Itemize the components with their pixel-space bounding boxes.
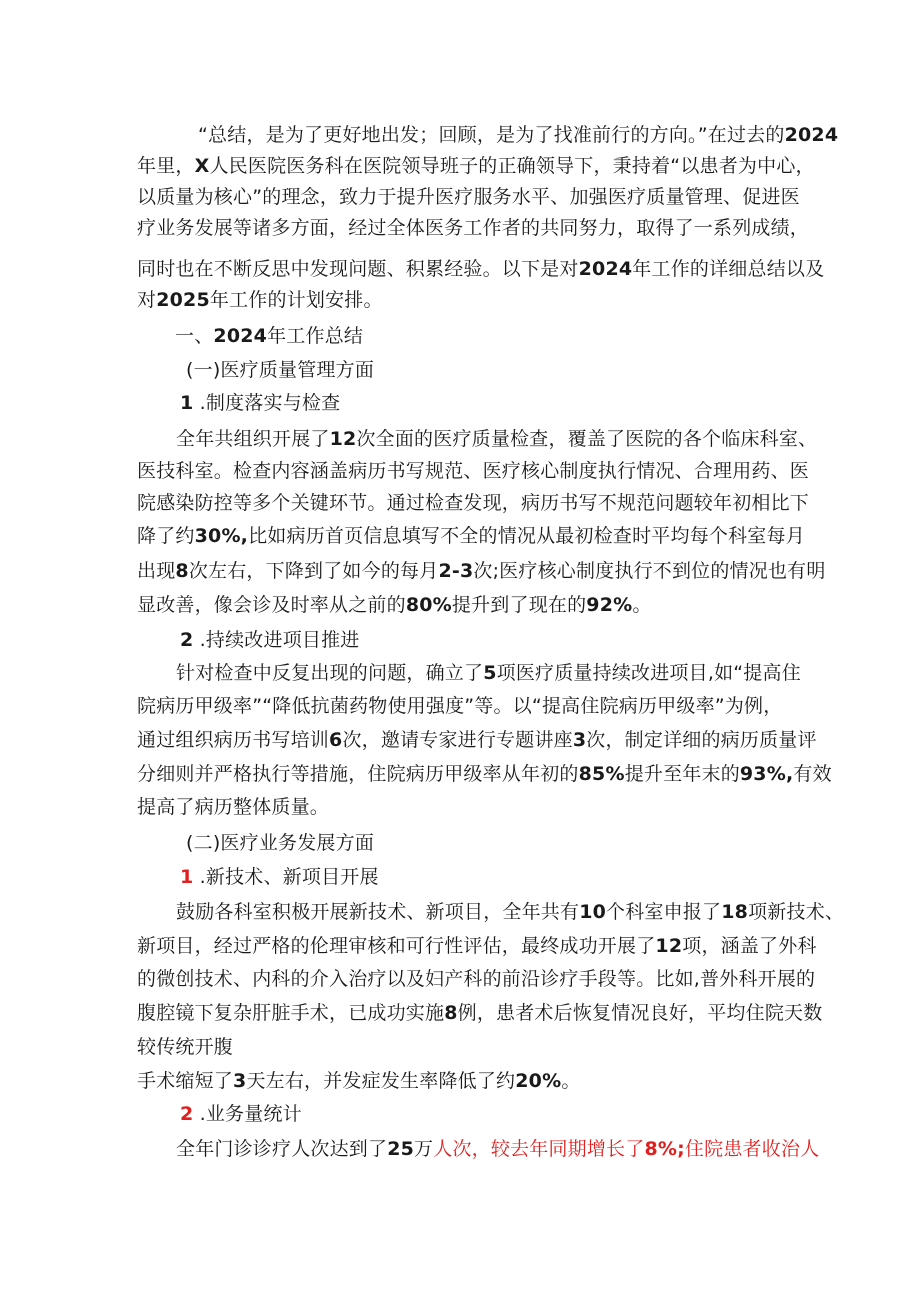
para-quality-line-2 xyxy=(137,458,809,484)
text-run: 针对检查中反复出现的问题，确立了 xyxy=(176,662,484,684)
para-improve-line-1 xyxy=(176,660,801,686)
text-run: 3 xyxy=(572,729,587,751)
text-run: 30%, xyxy=(194,525,249,547)
text-run: 腹腔镜下复杂肝脏手术，已成功实施 xyxy=(137,1002,445,1024)
heading-subsection-2 xyxy=(186,830,374,856)
text-run: “总结，是为了更好地出发；回顾，是为了找准前行的方向。”在过去的 xyxy=(198,124,785,146)
para-improve-line-5 xyxy=(137,794,329,820)
text-run: 项医疗质量持续改进项目,如“提高住 xyxy=(496,662,801,684)
text-run: 比如病历首页信息填写不全的情况从最初检查时平均每个科室每月 xyxy=(248,525,805,547)
text-run: X xyxy=(194,155,210,177)
text-run: 年工作总结 xyxy=(267,325,364,347)
text-run: (二)医疗业务发展方面 xyxy=(186,832,375,854)
para-newtech-line-4 xyxy=(137,1000,822,1026)
heading-subsection-1 xyxy=(186,357,374,383)
text-run: 万 xyxy=(414,1138,434,1160)
text-run: 8 xyxy=(444,1002,458,1024)
text-run: .新技术、新项目开展 xyxy=(193,866,379,888)
text-run: 院感染防控等多个关键环节。通过检查发现，病历书写不规范问题较年初相比下 xyxy=(137,492,810,514)
text-run: 医技科室。检查内容涵盖病历书写规范、医疗核心制度执行情况、合理用药、医 xyxy=(137,460,810,482)
para-intro-line-3 xyxy=(137,184,800,210)
text-run: 个科室申报了 xyxy=(606,901,722,923)
para-intro-line-2 xyxy=(137,153,815,179)
text-run: 以质量为核心”的理念，致力于提升医疗服务水平、加强医疗质量管理、促进医 xyxy=(137,186,800,208)
text-run: 次，邀请专家进行专题讲座 xyxy=(342,729,573,751)
text-run: 6 xyxy=(329,729,343,751)
text-run: 80% xyxy=(405,594,452,616)
text-run: 2024 xyxy=(578,258,633,280)
text-run: 项，涵盖了外科 xyxy=(682,935,817,957)
text-run: 2024 xyxy=(784,124,839,146)
para-newtech-line-5 xyxy=(137,1034,233,1060)
text-run: 18 xyxy=(721,901,749,923)
para-newtech-line-1 xyxy=(176,899,844,925)
text-run: 较传统开腹 xyxy=(137,1036,234,1058)
text-run: 3 xyxy=(233,1070,247,1092)
text-run: 提升到了现在的 xyxy=(451,594,587,616)
text-run: 2-3 xyxy=(438,560,474,582)
text-run: 2024 xyxy=(213,325,268,347)
para-quality-line-6 xyxy=(137,592,652,618)
text-run: .制度落实与检查 xyxy=(193,392,341,414)
text-run: 10 xyxy=(579,901,607,923)
text-run: 疗业务发展等诸多方面，经过全体医务工作者的共同努力，取得了一系列成绩， xyxy=(137,217,810,239)
text-run: 年工作的详细总结以及 xyxy=(632,258,825,280)
text-run: 鼓励各科室积极开展新技术、新项目，全年共有 xyxy=(176,901,580,923)
heading-item-2-1 xyxy=(180,864,379,890)
text-run: 12 xyxy=(655,935,683,957)
text-run: 5 xyxy=(483,662,497,684)
text-run: 次;医疗核心制度执行不到位的情况也有明 xyxy=(473,560,826,582)
para-quality-line-1 xyxy=(176,426,817,452)
text-run: 8 xyxy=(175,560,189,582)
text-run: 1 xyxy=(180,392,194,414)
text-run: 手术缩短了 xyxy=(137,1070,234,1092)
para-intro-line-4 xyxy=(137,215,809,241)
text-run: 年工作的计划安排。 xyxy=(209,289,383,311)
heading-item-2-2 xyxy=(180,1101,302,1127)
text-run: 分细则并严格执行等措施，住院病历甲级率从年初的 xyxy=(137,763,579,785)
text-run: 。 xyxy=(632,594,652,616)
para-newtech-line-3 xyxy=(137,966,815,992)
text-run: 同时也在不断反思中发现问题、积累经验。以下是对 xyxy=(137,258,579,280)
text-run: 25 xyxy=(387,1138,415,1160)
text-run: 住院患者收治人 xyxy=(684,1138,820,1160)
text-run: 人次，较去年同期增长了 xyxy=(433,1138,645,1160)
text-run: 新项目，经过严格的伦理审核和可行性评估，最终成功开展了 xyxy=(137,935,656,957)
text-run: 93%, xyxy=(739,763,794,785)
text-run: 院病历甲级率”“降低抗菌药物使用强度”等。以“提高住院病历甲级率”为例， xyxy=(137,695,783,717)
text-run: 降了约 xyxy=(137,525,195,547)
text-run: 年里， xyxy=(137,155,195,177)
text-run: 85% xyxy=(578,763,625,785)
text-run: 次，制定详细的病历质量评 xyxy=(586,729,817,751)
text-run: 提高了病历整体质量。 xyxy=(137,796,330,818)
text-run: .持续改进项目推进 xyxy=(193,629,360,651)
text-run: 对 xyxy=(137,289,157,311)
text-run: 人民医院医务科在医院领导班子的正确领导下，秉持着“以患者为中心， xyxy=(209,155,815,177)
text-run: 天左右，并发症发生率降低了约 xyxy=(246,1070,516,1092)
text-run: 出现 xyxy=(137,560,176,582)
text-run: 20% xyxy=(515,1070,562,1092)
text-run: 提升至年末的 xyxy=(624,763,740,785)
text-run: 有效 xyxy=(793,763,832,785)
text-run: 92% xyxy=(586,594,633,616)
text-run: 8%; xyxy=(644,1138,685,1160)
para-quality-line-5 xyxy=(137,558,826,584)
para-improve-line-3 xyxy=(137,727,817,753)
para-improve-line-2 xyxy=(137,693,782,719)
heading-section-1 xyxy=(175,323,363,349)
text-run: 通过组织病历书写培训 xyxy=(137,729,330,751)
text-run: 2 xyxy=(180,629,194,651)
text-run: 的微创技术、内科的介入治疗以及妇产科的前沿诊疗手段等。比如,普外科开展的 xyxy=(137,968,816,990)
heading-item-1-2 xyxy=(180,627,360,653)
para-newtech-line-6 xyxy=(137,1068,581,1094)
text-run: 全年门诊诊疗人次达到了 xyxy=(176,1138,388,1160)
para-volume-line-1 xyxy=(176,1136,819,1162)
text-run: 1 xyxy=(180,866,194,888)
para-intro-line-5 xyxy=(137,256,824,282)
text-run: 全年共组织开展了 xyxy=(176,428,330,450)
text-run: 一、 xyxy=(175,325,214,347)
text-run: 2025 xyxy=(156,289,210,311)
text-run: 例，患者术后恢复情况良好，平均住院天数 xyxy=(457,1002,823,1024)
text-run: 项新技术、 xyxy=(748,901,845,923)
para-quality-line-4 xyxy=(137,523,805,549)
para-intro-line-6 xyxy=(137,287,383,313)
text-run: 显改善，像会诊及时率从之前的 xyxy=(137,594,406,616)
para-intro-line-1 xyxy=(198,122,838,148)
text-run: 次全面的医疗质量检查，覆盖了医院的各个临床科室、 xyxy=(356,428,818,450)
para-newtech-line-2 xyxy=(137,933,817,959)
text-run: .业务量统计 xyxy=(193,1103,302,1125)
text-run: 12 xyxy=(329,428,357,450)
text-run: (一)医疗质量管理方面 xyxy=(186,359,375,381)
heading-item-1-1 xyxy=(180,390,340,416)
text-run: 。 xyxy=(561,1070,581,1092)
para-improve-line-4 xyxy=(137,761,832,787)
para-quality-line-3 xyxy=(137,490,809,516)
text-run: 2 xyxy=(180,1103,194,1125)
text-run: 次左右，下降到了如今的每月 xyxy=(188,560,439,582)
